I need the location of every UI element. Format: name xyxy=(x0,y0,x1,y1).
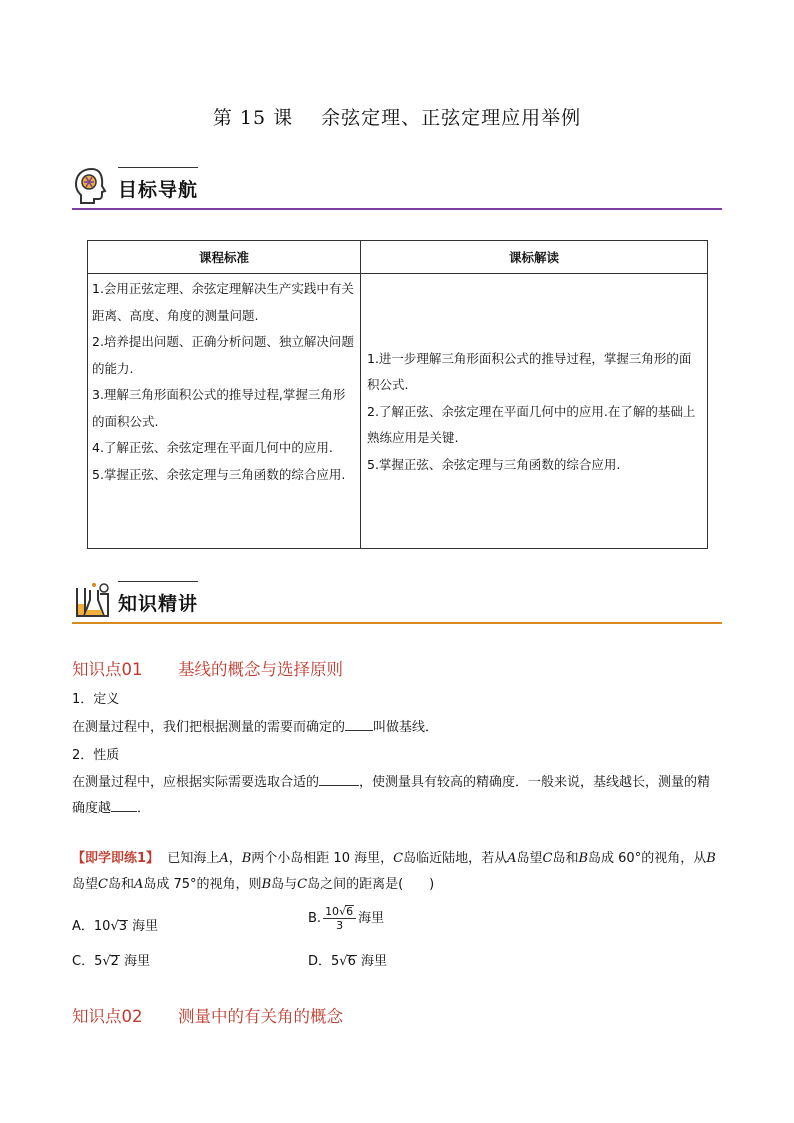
option-a[interactable]: A．10√3 海里 xyxy=(72,919,159,934)
knowledge-point-number: 知识点01 xyxy=(72,660,143,679)
kp1-body xyxy=(72,686,722,822)
page-title xyxy=(0,103,794,130)
standard-item: 5.掌握正弦、余弦定理与三角函数的综合应用. xyxy=(92,466,346,482)
interpretation-item: 2.了解正弦、余弦定理在平面几何中的应用.在了解的基础上熟练应用是关键. xyxy=(367,403,696,446)
lab-flasks-icon xyxy=(72,580,112,620)
exercise-tag: 【即学即练1】 xyxy=(72,851,160,866)
section-deco-line xyxy=(118,581,198,582)
knowledge-point-heading xyxy=(72,656,343,680)
table-header-standard: 课程标准 xyxy=(88,241,361,274)
section-deco-line xyxy=(118,167,198,168)
table-header-interpretation: 课标解读 xyxy=(361,241,708,274)
section-divider xyxy=(72,622,722,624)
section-label: 知识精讲 xyxy=(118,593,199,615)
subheading-property: 2．性质 xyxy=(72,748,120,763)
section-label: 目标导航 xyxy=(118,179,199,201)
standards-right-cell xyxy=(361,274,708,549)
lesson-number: 第 15 课 xyxy=(212,107,294,129)
subheading-definition: 1．定义 xyxy=(72,692,120,707)
section-divider xyxy=(72,208,722,210)
standard-item: 3.理解三角形面积公式的推导过程,掌握三角形的面积公式. xyxy=(92,387,346,429)
brain-head-icon xyxy=(72,166,112,206)
standards-left-cell xyxy=(88,274,361,549)
section-header-knowledge xyxy=(72,577,722,627)
interpretation-item: 1.进一步理解三角形面积公式的推导过程，掌握三角形的面积公式. xyxy=(367,350,692,393)
knowledge-point-heading xyxy=(72,1003,343,1027)
standard-item: 2.培养提出问题、正确分析问题、独立解决问题的能力. xyxy=(92,334,354,376)
section-header-goals xyxy=(72,163,722,213)
property-paragraph: 在测量过程中，应根据实际需要选取合适的 ，使测量具有较高的精确度．一般来说，基线越长，测量的精确度越 ． xyxy=(72,770,722,822)
definition-paragraph: 在测量过程中，我们把根据测量的需要而确定的 叫做基线． xyxy=(72,714,722,742)
standard-item: 4.了解正弦、余弦定理在平面几何中的应用. xyxy=(92,440,333,455)
option-c[interactable]: C．5√2 海里 xyxy=(72,954,151,969)
fraction: $\frac{10√6}{3}$ xyxy=(323,905,356,932)
knowledge-point-title: 测量中的有关角的概念 xyxy=(178,1007,343,1026)
standards-table xyxy=(87,240,708,549)
option-d[interactable]: D．5√6 海里 xyxy=(308,954,388,969)
standard-item: 1.会用正弦定理、余弦定理解决生产实践中有关距离、高度、角度的测量问题. xyxy=(92,281,354,323)
fill-blank xyxy=(111,796,137,812)
lesson-title: 余弦定理、正弦定理应用举例 xyxy=(321,107,582,129)
knowledge-point-title: 基线的概念与选择原则 xyxy=(178,660,343,679)
exercise-question: 【即学即练1】 已知海上A，B两个小岛相距 10 海里，C岛临近陆地，若从A岛望C岛和B岛成 60°的视角，从B岛望C岛和A岛成 75°的视角，则B岛与C岛之间的距离是( ) xyxy=(72,851,716,892)
fill-blank xyxy=(345,715,373,731)
fill-blank xyxy=(319,770,359,786)
interpretation-item: 5.掌握正弦、余弦定理与三角函数的综合应用. xyxy=(367,456,621,472)
option-b[interactable]: B. $\frac{10√6}{3}$ 海里 xyxy=(308,905,385,932)
knowledge-point-number: 知识点02 xyxy=(72,1007,143,1026)
